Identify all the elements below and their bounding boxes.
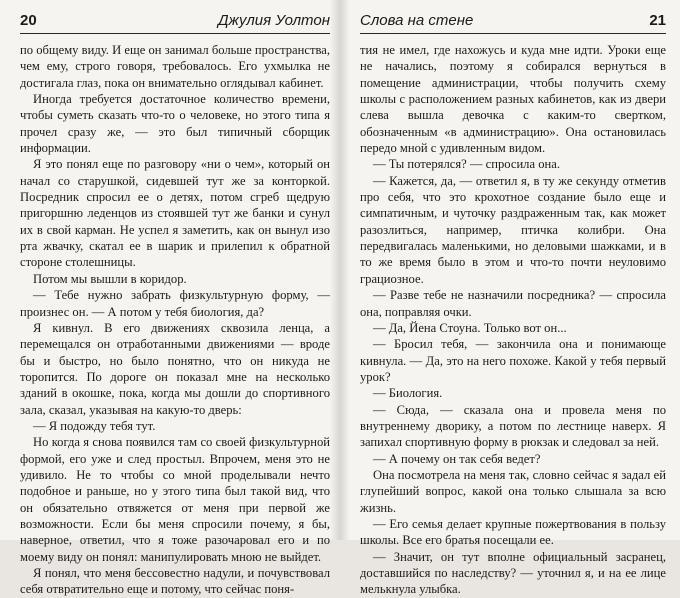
paragraph: — Биология. — [373, 386, 443, 401]
paragraph: — Бросил тебя, — закончила она и понимающе кивнула. — Да, это на него похоже. Какой у тебя первый урок? — [360, 337, 666, 384]
paragraph: — Ты потерялся? — спросила она. — [373, 157, 560, 172]
paragraph: — Тебе нужно забрать физкультурную форму, — произнес он. — А потом у тебя биология, да? — [20, 288, 330, 319]
paragraph: Потом мы вышли в коридор. — [33, 271, 187, 286]
paragraph: — Разве тебе не назначили посредника? — спросила она, поправляя очки. — [360, 288, 666, 319]
paragraph: Но когда я снова появился там со своей физкультурной формой, его уже и след простыл. Впрочем, меня это не удивило. Не то чтобы со мной проделывали нечто подобное и раньше, но у этого типа был такой вид, что он обязательно отвяжется от меня при первой же возможности. Если бы меня спросили почему, я бы, наверное, ответил, что я тоже разочаровал его и по моему виду он понял: манипулировать мною не выйдет. — [20, 435, 330, 564]
running-title-author: Джулия Уолтон — [217, 12, 330, 29]
paragraph: — Я подожду тебя тут. — [33, 418, 156, 433]
paragraph: тия не имел, где нахожусь и куда мне идти. Уроки еще не начались, поэтому я собирался вернуться в помещение администрации, чтобы получить схему школы с расположением разных кабинетов, как из двери слева вышла девочка с каким-то свертком, обозначенным «в администрацию». Она остановилась передо мной с удивленным видом. — [360, 43, 666, 156]
left-page-text — [20, 34, 330, 598]
right-page-header — [360, 0, 666, 34]
paragraph: — А почему он так себя ведет? — [373, 451, 541, 466]
gutter-shadow-right — [340, 0, 350, 540]
left-page-header — [20, 0, 330, 34]
paragraph: — Его семья делает крупные пожертвования в пользу школы. Все его братья посещали ее. — [360, 516, 666, 548]
paragraph: Я это понял еще по разговору «ни о чем», который он начал со старушкой, сидевшей тут же за конторкой. Посредник спросил ее о детях, потом сгреб щедрую пригоршню леденцов из стоявшей тут же банки и сунул их в свой карман. Не успел я заметить, как он вынул изо рта жвачку, скатал ее в шарик и прилепил к обратной стороне столешницы. — [20, 157, 330, 270]
paragraph: Иногда требуется достаточное количество времени, чтобы суметь сказать что-то о человеке, но этого типа я прочел сразу же, — это был типичный сборщик информации. — [20, 92, 330, 156]
paragraph: — Кажется, да, — ответил я, в ту же секунду отметив про себя, что это крохотное создание было еще и симпатичным, и чуточку раздраженным так, как может разозлиться, например, птичка колибри. Она передвигалась маленькими, но деловыми шажками, и в то же время было в этом и что-то почти неуловимо грациозное. — [360, 173, 666, 286]
paragraph: — Да, Йена Стоуна. Только вот он... — [373, 320, 567, 335]
paragraph: — Сюда, — сказала она и провела меня по внутреннему дворику, а потом по лестнице наверх. Я запихал спортивную форму в рюкзак и следовал за ней. — [360, 402, 666, 450]
running-title-book: Слова на стене — [360, 12, 474, 29]
paragraph: Я кивнул. В его движениях сквозила ленца, а перемещался он отработанными движениями — вроде бы и быстро, но было понятно, что он никуда не торопится. По дороге он показал мне на несколько зданий в окошке, пока, когда мы дошли до спортивного зала, сказал, указывая на какую-то дверь: — [20, 320, 330, 417]
paragraph: Она посмотрела на меня так, словно сейчас я задал ей глупейший вопрос, какой она только слышала за всю жизнь. — [360, 467, 666, 515]
paragraph: по общему виду. И еще он занимал больше пространства, чем ему, строго говоря, требовалось. Его ухмылка не достигала глаз, пока он внимательно оглядывал кабинет. — [20, 43, 330, 90]
page-number-right: 21 — [649, 12, 666, 29]
right-page-text — [360, 34, 666, 598]
paragraph: Я понял, что меня бессовестно надули, и почувствовал себя отвратительно еще и потому, что сейчас поня- — [20, 566, 330, 597]
right-page — [340, 0, 680, 597]
left-page — [0, 0, 340, 597]
paragraph: — Значит, он тут вполне официальный засранец, доставшийся по наследству? — уточнил я, и на ее лице мелькнула улыбка. — [360, 549, 666, 597]
page-number-left: 20 — [20, 12, 37, 29]
gutter-shadow-left — [330, 0, 340, 540]
